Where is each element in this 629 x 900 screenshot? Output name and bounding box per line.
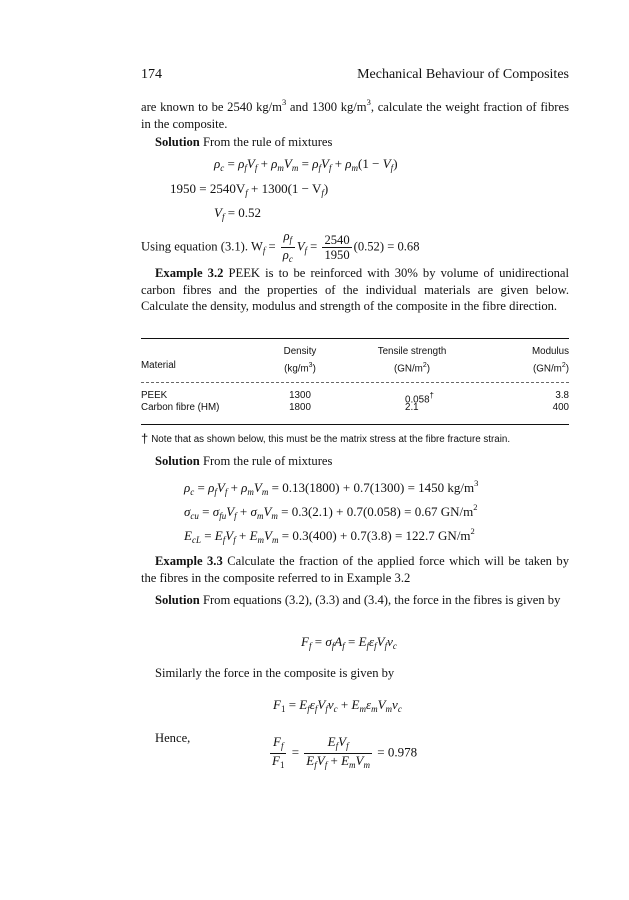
example-3-2: Example 3.2 PEEK is to be reinforced with 30% by volume of unidirectional carbon fibres and the properties of the individual materials are given below. Calculate the density, modulus and strength of the composite in the fibre direction. [141, 266, 570, 314]
intro-paragraph: are known to be 2540 $kg/m^3$ and 1300 $kg/m^3$, calculate the weight fraction of fibres in the composite. [141, 97, 569, 131]
equation-composite-density: $\rho_c = \rho_fV_f + \rho_mV_m = 0.13(1800) + 0.7(1300) = 1450$ $kg/m^3$ [184, 478, 479, 497]
equation-fibre-force: $F_f = \sigma_fA_f = E_f\varepsilon_fV_fv_c$ [301, 634, 397, 651]
header-density-unit: $(kg/m^3)$ [284, 362, 316, 375]
example-label: Example 3.3 [155, 554, 223, 568]
header-modulus: Modulus [531, 346, 569, 357]
page-number: 174 [141, 67, 162, 82]
solution-2-intro: Solution From the rule of mixtures [155, 454, 333, 468]
table-row-modulus: 3.8 [555, 390, 569, 401]
table-row-material: Carbon fibre (HM) [141, 402, 220, 413]
solution-1-intro: Solution From the rule of mixtures [155, 135, 333, 149]
dagger-mark: † [141, 431, 149, 446]
equation-force-ratio: $\frac{F_f}{F_1}$ = $\frac{E_fV_f}{E_fV_f + E_mV_m}$ = 0.978 [272, 734, 418, 770]
solution-label: Solution [155, 454, 200, 468]
table-top-rule [141, 338, 569, 339]
table-footnote: † Note that as shown below, this must be the matrix stress at the fibre fracture strain. [141, 431, 511, 446]
equation-density-rule: $\rho_c = \rho_fV_f + \rho_mV_m = \rho_fV_f + \rho_m(1 - V_f)$ [214, 156, 398, 173]
example-3-3: Example 3.3 Calculate the fraction of the applied force which will be taken by the fibres in the composite referred to in Example 3.2 [141, 554, 570, 585]
equation-density-substituted: $1950 = 2540V_f + 1300(1 - V_f)$ [170, 181, 329, 198]
equation-composite-strength: $\sigma_{cu} = \sigma_{fu}V_f + \sigma_mV_m = 0.3(2.1) + 0.7(0.058) = 0.67$ $GN/m^2$ [184, 502, 478, 521]
equation-volume-fraction: $V_f = 0.52$ [214, 205, 262, 222]
example-label: Example 3.2 [155, 266, 224, 280]
solution-3-intro: Solution From equations (3.2), (3.3) and (3.4), the force in the fibres is given by [155, 593, 561, 607]
table-row-density: 1300 [289, 390, 311, 401]
table-row-tensile: 0.058† [405, 391, 434, 406]
equation-composite-force: $F_1 = E_f\varepsilon_fV_fv_c + E_m\varepsilon_mV_mv_c$ [273, 697, 402, 714]
header-tensile-unit: $(GN/m^2)$ [393, 362, 430, 375]
header-material: Material [141, 360, 176, 371]
header-modulus-unit: $(GN/m^2)$ [532, 362, 569, 375]
table-bottom-rule [141, 424, 569, 425]
hence-label: Hence, [155, 731, 191, 745]
solution-label: Solution [155, 593, 200, 607]
table-row-modulus: 400 [552, 402, 569, 413]
running-header [141, 67, 569, 87]
table-header-rule [141, 382, 569, 383]
equation-weight-fraction: Using equation (3.1). $W_f$ = $\frac{\rho_f}{\rho_c}$ $V_f$ = $\frac{2540}{1950}$ (0.52) = 0.68 [141, 229, 420, 264]
header-tensile: Tensile strength [377, 346, 447, 357]
equation-composite-modulus: $E_{cL} = E_fV_f + E_mV_m = 0.3(400) + 0.7(3.8) = 122.7$ $GN/m^2$ [184, 526, 475, 545]
table-row-tensile: 2.1 [405, 402, 419, 413]
table-row-density: 1800 [289, 402, 311, 413]
running-title: Mechanical Behaviour of Composites [357, 67, 569, 82]
table-row-material: PEEK [141, 390, 168, 401]
similarly-paragraph: Similarly the force in the composite is given by [155, 666, 395, 680]
header-density: Density [283, 346, 317, 357]
solution-label: Solution [155, 135, 200, 149]
